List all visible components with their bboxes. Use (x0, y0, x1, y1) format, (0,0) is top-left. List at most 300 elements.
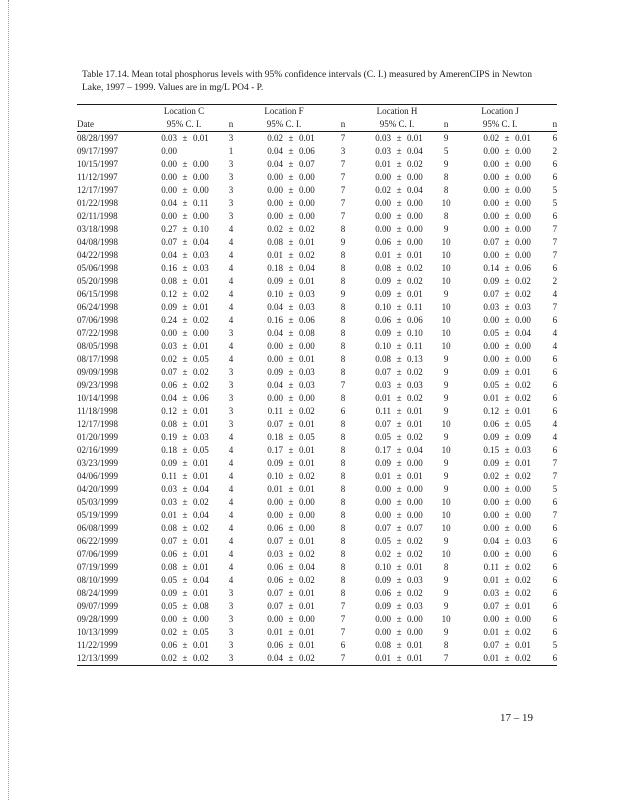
n-cell: 9 (340, 289, 346, 299)
mean-cell: 0.00 (267, 172, 284, 182)
ci-cell: 0.03 (193, 250, 209, 260)
n-cell: 10 (441, 341, 451, 351)
ci-cell: 0.11 (407, 302, 423, 312)
plus-minus-symbol: ± (288, 432, 294, 442)
ci-cell: 0.11 (407, 341, 423, 351)
ci-cell (193, 145, 221, 158)
plus-minus-symbol: ± (182, 133, 188, 143)
plus-minus-symbol: ± (396, 237, 402, 247)
ci-cell: 0.02 (407, 276, 423, 286)
ci-cell: 0.00 (515, 510, 531, 520)
date-cell: 08/10/1999 (77, 575, 119, 585)
ci-cell: 0.00 (515, 614, 531, 624)
ci-cell: 0.11 (193, 198, 209, 208)
mean-cell: 0.07 (267, 536, 284, 546)
plus-minus-symbol: ± (396, 250, 402, 260)
ci-cell: 0.03 (193, 263, 209, 273)
plus-minus-symbol: ± (288, 575, 294, 585)
ci-cell: 0.00 (407, 211, 423, 221)
n-cell: 10 (441, 302, 451, 312)
mean-cell: 0.19 (161, 432, 177, 442)
ci-cell: 0.00 (407, 510, 423, 520)
mean-cell: 0.01 (483, 627, 500, 637)
phosphorus-table (77, 104, 558, 666)
date-cell: 03/18/1998 (77, 224, 119, 234)
mean-cell: 0.00 (483, 250, 500, 260)
ci-cell: 0.04 (407, 146, 423, 156)
mean-cell: 0.03 (375, 146, 392, 156)
plus-minus-symbol: ± (396, 510, 402, 520)
mean-cell: 0.01 (267, 250, 284, 260)
plus-minus-symbol: ± (504, 471, 510, 481)
plus-minus-symbol: ± (396, 549, 402, 559)
mean-cell: 0.03 (161, 341, 177, 351)
n-cell: 6 (552, 575, 558, 585)
plus-minus-symbol: ± (504, 263, 510, 273)
date-cell: 09/28/1999 (77, 614, 119, 624)
n-cell: 6 (552, 211, 558, 221)
mean-cell: 0.04 (267, 380, 284, 390)
date-cell: 04/20/1999 (77, 484, 119, 494)
n-cell: 4 (228, 432, 234, 442)
ci-cell: 0.00 (407, 172, 423, 182)
plus-minus-symbol: ± (396, 562, 402, 572)
plus-minus-symbol: ± (182, 523, 188, 533)
plus-minus-symbol: ± (182, 354, 188, 364)
n-cell: 6 (552, 445, 558, 455)
mean-cell: 0.00 (375, 497, 392, 507)
mean-cell: 0.07 (375, 523, 392, 533)
n-header-j: n (543, 118, 557, 132)
n-cell: 3 (228, 328, 234, 338)
plus-minus-symbol: ± (396, 406, 402, 416)
mean-cell: 0.09 (375, 328, 392, 338)
n-cell: 4 (228, 276, 234, 286)
mean-cell: 0.00 (483, 341, 500, 351)
plus-minus-symbol: ± (396, 341, 402, 351)
n-cell: 8 (340, 497, 346, 507)
mean-cell: 0.08 (375, 640, 392, 650)
ci-cell: 0.00 (515, 172, 531, 182)
plus-minus-symbol: ± (182, 510, 188, 520)
mean-cell: 0.04 (161, 393, 177, 403)
n-cell: 4 (228, 471, 234, 481)
ci-cell: 0.01 (299, 133, 315, 143)
ci-cell: 0.07 (407, 523, 423, 533)
mean-cell: 0.17 (375, 445, 392, 455)
n-cell: 3 (340, 146, 346, 156)
mean-cell: 0.06 (267, 562, 284, 572)
ci-header-j: 95% C. I. (457, 118, 543, 132)
n-cell: 6 (552, 549, 558, 559)
mean-cell: 0.11 (375, 406, 392, 416)
n-cell: 7 (552, 302, 558, 312)
mean-cell: 0.00 (483, 523, 500, 533)
mean-cell: 0.00 (161, 159, 177, 169)
ci-cell: 0.00 (515, 237, 531, 247)
plus-minus-symbol: ± (504, 237, 510, 247)
ci-cell: 0.02 (515, 289, 531, 299)
table-row (77, 600, 557, 613)
ci-cell: 0.01 (193, 302, 209, 312)
mean-cell: 0.09 (483, 367, 500, 377)
ci-cell: 0.02 (407, 159, 423, 169)
ci-cell: 0.03 (407, 380, 423, 390)
mean-cell: 0.08 (161, 419, 177, 429)
date-cell: 08/05/1998 (77, 341, 119, 351)
ci-cell: 0.01 (299, 419, 315, 429)
location-header-row (77, 105, 557, 119)
ci-cell: 0.00 (193, 211, 209, 221)
n-cell: 1 (228, 146, 234, 156)
date-cell: 01/20/1999 (77, 432, 119, 442)
table-row (77, 171, 557, 184)
n-cell: 4 (228, 497, 234, 507)
n-cell: 10 (441, 328, 451, 338)
ci-cell: 0.06 (193, 393, 209, 403)
n-cell: 5 (443, 146, 449, 156)
ci-cell: 0.02 (515, 276, 531, 286)
n-cell: 8 (340, 393, 346, 403)
n-cell: 9 (443, 627, 449, 637)
n-cell: 5 (552, 484, 558, 494)
n-cell: 9 (443, 458, 449, 468)
ci-cell: 0.04 (299, 263, 315, 273)
mean-cell: 0.18 (267, 263, 284, 273)
table-row (77, 418, 557, 431)
n-cell: 2 (552, 276, 558, 286)
n-cell: 4 (228, 536, 234, 546)
plus-minus-symbol: ± (288, 354, 294, 364)
n-cell: 3 (228, 393, 234, 403)
n-cell: 9 (443, 354, 449, 364)
mean-cell: 0.09 (375, 276, 392, 286)
n-cell: 10 (441, 237, 451, 247)
plus-minus-symbol: ± (182, 536, 188, 546)
date-cell: 01/22/1998 (77, 198, 119, 208)
table-row (77, 392, 557, 405)
plus-minus-symbol: ± (288, 523, 294, 533)
mean-cell: 0.18 (267, 432, 284, 442)
plus-minus-symbol: ± (288, 380, 294, 390)
n-cell: 8 (340, 276, 346, 286)
mean-cell: 0.04 (241, 652, 283, 666)
mean-cell: 0.07 (483, 601, 500, 611)
date-cell: 02/11/1998 (77, 211, 118, 221)
n-cell: 8 (340, 458, 346, 468)
date-header: Date (77, 118, 147, 132)
plus-minus-symbol: ± (396, 211, 402, 221)
n-cell: 9 (443, 406, 449, 416)
plus-minus-symbol: ± (504, 302, 510, 312)
mean-cell: 0.01 (359, 652, 391, 666)
n-cell: 7 (327, 652, 359, 666)
ci-cell: 0.00 (299, 185, 315, 195)
ci-cell: 0.01 (299, 640, 315, 650)
plus-minus-symbol: ± (182, 432, 188, 442)
ci-cell: 0.02 (515, 562, 531, 572)
ci-cell: 0.02 (515, 471, 531, 481)
plus-minus-symbol: ± (182, 562, 188, 572)
ci-cell: 0.01 (299, 458, 315, 468)
mean-cell: 0.06 (267, 523, 284, 533)
mean-cell: 0.00 (483, 484, 500, 494)
plus-minus-symbol: ± (288, 510, 294, 520)
ci-cell: 0.03 (407, 601, 423, 611)
location-f-header: Location F (241, 105, 327, 119)
ci-cell: 0.00 (407, 497, 423, 507)
scan-edge (0, 0, 9, 800)
mean-cell: 0.02 (161, 354, 177, 364)
n-cell: 4 (228, 354, 234, 364)
mean-cell: 0.00 (375, 627, 392, 637)
ci-cell: 0.05 (515, 419, 531, 429)
n-cell: 4 (228, 484, 234, 494)
page-number: 17 – 19 (500, 712, 533, 724)
plus-minus-symbol: ± (504, 601, 510, 611)
n-cell: 7 (552, 458, 558, 468)
plus-minus-symbol: ± (504, 276, 510, 286)
mean-cell: 0.07 (483, 289, 500, 299)
date-cell: 04/06/1999 (77, 471, 119, 481)
table-row (77, 314, 557, 327)
plus-minus-symbol: ± (396, 432, 402, 442)
ci-cell: 0.01 (299, 627, 315, 637)
ci-cell: 0.01 (407, 419, 423, 429)
ci-cell: 0.00 (193, 159, 209, 169)
mean-cell: 0.00 (267, 354, 284, 364)
table-row (77, 496, 557, 509)
plus-minus-symbol: ± (504, 497, 510, 507)
plus-minus-symbol: ± (396, 484, 402, 494)
mean-cell: 0.07 (161, 536, 177, 546)
ci-cell: 0.01 (515, 601, 531, 611)
plus-minus-symbol: ± (396, 380, 402, 390)
n-cell: 10 (441, 250, 451, 260)
n-cell: 8 (340, 419, 346, 429)
plus-minus-symbol: ± (182, 614, 188, 624)
mean-cell: 0.06 (483, 419, 500, 429)
mean-cell: 0.17 (267, 445, 284, 455)
plus-minus-symbol: ± (288, 224, 294, 234)
plus-minus-symbol: ± (391, 652, 407, 666)
ci-cell: 0.03 (407, 575, 423, 585)
plus-minus-symbol: ± (396, 523, 402, 533)
n-cell: 6 (552, 367, 558, 377)
date-cell: 07/19/1999 (77, 562, 119, 572)
table-row (77, 340, 557, 353)
mean-cell: 0.09 (483, 458, 500, 468)
n-cell: 8 (443, 562, 449, 572)
table-row (77, 522, 557, 535)
mean-cell: 0.24 (161, 315, 177, 325)
n-cell: 3 (228, 419, 234, 429)
plus-minus-symbol: ± (182, 497, 188, 507)
ci-cell: 0.06 (515, 263, 531, 273)
n-cell: 10 (441, 445, 451, 455)
mean-cell: 0.08 (161, 562, 177, 572)
date-cell: 12/17/1998 (77, 419, 119, 429)
n-cell: 10 (441, 549, 451, 559)
ci-cell: 0.02 (407, 367, 423, 377)
ci-cell: 0.01 (515, 367, 531, 377)
plus-minus-symbol: ± (182, 393, 188, 403)
n-cell: 6 (552, 614, 558, 624)
mean-cell: 0.10 (267, 289, 284, 299)
n-cell: 7 (340, 159, 346, 169)
table-row (77, 587, 557, 600)
ci-cell: 0.01 (193, 562, 209, 572)
mean-cell: 0.03 (483, 588, 500, 598)
mean-cell: 0.00 (375, 614, 392, 624)
plus-minus-symbol: ± (504, 133, 510, 143)
n-cell: 8 (340, 536, 346, 546)
ci-cell: 0.01 (407, 133, 423, 143)
ci-cell: 0.01 (193, 341, 209, 351)
mean-cell: 0.02 (375, 549, 392, 559)
table-row (77, 366, 557, 379)
plus-minus-symbol: ± (182, 640, 188, 650)
mean-cell: 0.00 (483, 510, 500, 520)
n-cell: 4 (552, 419, 558, 429)
ci-cell: 0.02 (299, 549, 315, 559)
n-cell: 4 (228, 341, 234, 351)
ci-cell: 0.00 (299, 172, 315, 182)
ci-cell: 0.05 (193, 445, 209, 455)
mean-cell: 0.00 (161, 146, 177, 156)
n-cell: 8 (443, 172, 449, 182)
plus-minus-symbol: ± (288, 237, 294, 247)
plus-minus-symbol: ± (182, 263, 188, 273)
n-cell: 8 (340, 484, 346, 494)
n-cell: 4 (228, 315, 234, 325)
table-row (77, 197, 557, 210)
mean-cell: 0.00 (483, 185, 500, 195)
mean-cell: 0.00 (267, 341, 284, 351)
n-cell: 9 (443, 367, 449, 377)
mean-cell: 0.01 (375, 250, 392, 260)
mean-cell: 0.09 (375, 575, 392, 585)
ci-cell: 0.00 (299, 393, 315, 403)
n-cell: 10 (441, 614, 451, 624)
mean-cell: 0.00 (161, 211, 177, 221)
mean-cell: 0.00 (483, 614, 500, 624)
plus-minus-symbol: ± (288, 159, 294, 169)
n-cell: 4 (228, 250, 234, 260)
plus-minus-symbol: ± (182, 380, 188, 390)
n-cell: 6 (552, 263, 558, 273)
n-cell: 6 (552, 172, 558, 182)
plus-minus-symbol: ± (182, 445, 188, 455)
plus-minus-symbol: ± (182, 198, 188, 208)
mean-cell: 0.12 (161, 406, 177, 416)
table-row (77, 301, 557, 314)
table-row (77, 223, 557, 236)
mean-cell: 0.07 (161, 367, 177, 377)
mean-cell: 0.12 (161, 289, 177, 299)
plus-minus-symbol: ± (504, 406, 510, 416)
plus-minus-symbol: ± (288, 549, 294, 559)
mean-cell: 0.09 (267, 276, 284, 286)
mean-cell: 0.09 (375, 289, 392, 299)
table-row (77, 158, 557, 171)
mean-cell: 0.10 (375, 562, 392, 572)
mean-cell: 0.07 (267, 601, 284, 611)
n-cell: 8 (340, 523, 346, 533)
ci-cell: 0.01 (407, 250, 423, 260)
table-row (77, 275, 557, 288)
ci-cell: 0.00 (515, 211, 531, 221)
table-row (77, 405, 557, 418)
ci-cell: 0.07 (299, 159, 315, 169)
n-cell: 4 (228, 224, 234, 234)
ci-cell: 0.00 (515, 159, 531, 169)
plus-minus-symbol: ± (182, 328, 188, 338)
ci-cell: 0.06 (299, 315, 315, 325)
plus-minus-symbol: ± (396, 575, 402, 585)
plus-minus-symbol: ± (182, 211, 188, 221)
mean-cell: 0.14 (483, 263, 500, 273)
mean-cell: 0.16 (267, 315, 284, 325)
ci-cell: 0.01 (193, 133, 209, 143)
ci-cell: 0.04 (193, 484, 209, 494)
ci-cell: 0.02 (299, 652, 327, 666)
plus-minus-symbol: ± (288, 640, 294, 650)
plus-minus-symbol: ± (504, 289, 510, 299)
mean-cell: 0.09 (483, 276, 500, 286)
mean-cell: 0.05 (161, 575, 177, 585)
n-cell: 4 (228, 523, 234, 533)
mean-cell: 0.11 (267, 406, 284, 416)
ci-cell: 0.00 (299, 614, 315, 624)
mean-cell: 0.01 (483, 575, 500, 585)
n-cell: 7 (340, 172, 346, 182)
mean-cell: 0.00 (375, 211, 392, 221)
mean-cell: 0.03 (375, 380, 392, 390)
mean-cell: 0.00 (267, 198, 284, 208)
mean-cell: 0.03 (161, 497, 177, 507)
plus-minus-symbol: ± (182, 575, 188, 585)
n-cell: 3 (228, 380, 234, 390)
ci-cell: 0.02 (193, 497, 209, 507)
mean-cell: 0.03 (267, 549, 284, 559)
ci-cell: 0.01 (407, 652, 435, 666)
ci-cell: 0.03 (515, 536, 531, 546)
plus-minus-symbol: ± (288, 263, 294, 273)
ci-cell: 0.00 (299, 523, 315, 533)
ci-cell: 0.01 (193, 458, 209, 468)
plus-minus-symbol: ± (499, 652, 515, 666)
plus-minus-symbol: ± (396, 185, 402, 195)
plus-minus-symbol: ± (396, 172, 402, 182)
date-cell: 09/09/1998 (77, 367, 119, 377)
ci-cell: 0.01 (515, 406, 531, 416)
table-row (77, 444, 557, 457)
table-row (77, 262, 557, 275)
plus-minus-symbol: ± (182, 341, 188, 351)
plus-minus-symbol: ± (396, 445, 402, 455)
ci-cell: 0.01 (407, 640, 423, 650)
date-cell: 09/07/1999 (77, 601, 119, 611)
n-cell: 3 (228, 614, 234, 624)
ci-cell: 0.00 (299, 497, 315, 507)
mean-cell: 0.01 (267, 627, 284, 637)
n-cell: 9 (443, 393, 449, 403)
plus-minus-symbol: ± (396, 367, 402, 377)
n-cell: 10 (441, 523, 451, 533)
mean-cell: 0.07 (483, 237, 500, 247)
mean-cell: 0.08 (375, 354, 392, 364)
